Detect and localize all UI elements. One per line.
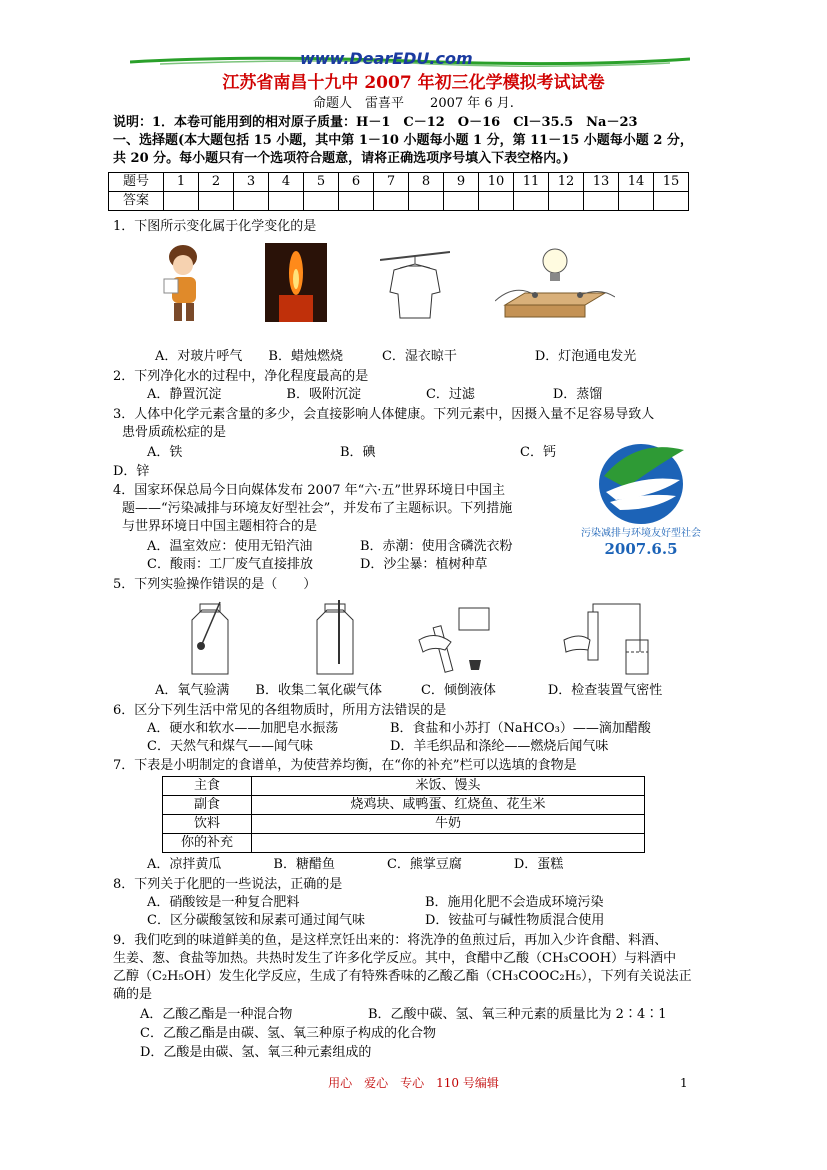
q4-option-a: A．温室效应：使用无铅汽油: [147, 539, 313, 554]
answer-cell[interactable]: [444, 192, 479, 211]
answer-cell[interactable]: [164, 192, 199, 211]
menu-key: 副食: [163, 796, 252, 815]
number-cell: 5: [304, 173, 339, 192]
q3-option-b: B．碘: [340, 445, 376, 460]
q6-option-b: B．食盐和小苏打（NaHCO₃）——滴加醋酸: [390, 721, 651, 736]
pouring-liquid-icon: [415, 600, 495, 678]
answer-cell[interactable]: [514, 192, 549, 211]
logo-date: 2007.6.5: [604, 540, 678, 558]
menu-value-blank[interactable]: [252, 834, 645, 853]
page-number: 1: [680, 1076, 688, 1090]
answer-cell[interactable]: [409, 192, 444, 211]
number-cell: 11: [514, 173, 549, 192]
number-cell: 13: [584, 173, 619, 192]
row-label-answer: 答案: [109, 192, 164, 211]
menu-value: 烧鸡块、咸鸭蛋、红烧鱼、花生米: [252, 796, 645, 815]
instructions: [113, 114, 638, 132]
q2-options: A．静置沉淀 B．吸附沉淀 C．过滤 D．蒸馏: [147, 387, 603, 402]
answer-cell[interactable]: [199, 192, 234, 211]
answer-cell[interactable]: [374, 192, 409, 211]
q4-option-d: D．沙尘暴：植树种草: [360, 557, 488, 572]
q7-stem: 7．下表是小明制定的食谱单，为使营养均衡，在“你的补充”栏可以选填的食物是: [113, 758, 577, 773]
q4-option-c: C．酸雨：工厂废气直接排放: [147, 557, 313, 572]
q3-option-c: C．钙: [520, 445, 556, 460]
girl-breathing-icon: [158, 243, 208, 323]
number-cell: 7: [374, 173, 409, 192]
page-title: 江苏省南昌十九中 2007 年初三化学模拟考试试卷: [222, 73, 605, 93]
answer-cell[interactable]: [479, 192, 514, 211]
section-heading-2: 共 20 分。每小题只有一个选项符合题意，请将正确选项序号填入下表空格内。): [113, 151, 569, 166]
q1-stem: 1．下图所示变化属于化学变化的是: [113, 219, 317, 234]
number-cell: 2: [199, 173, 234, 192]
oxygen-test-bottle-icon: [180, 600, 240, 678]
menu-value: 牛奶: [252, 815, 645, 834]
answer-cell[interactable]: [584, 192, 619, 211]
q9-stem-2: 生姜、葱、食盐等加热。共热时发生了许多化学反应。其中，食醋中乙酸（CH₃COOH）与料酒中: [113, 951, 677, 966]
menu-key: 主食: [163, 777, 252, 796]
q2-stem: 2．下列净化水的过程中，净化程度最高的是: [113, 369, 369, 384]
q9-stem-3: 乙醇（C₂H₅OH）发生化学反应，生成了有特殊香味的乙酸乙酯（CH₃COOC₂H₅），下列有关说法正: [113, 969, 692, 984]
menu-table: [162, 776, 645, 853]
wet-clothes-icon: [380, 248, 450, 320]
table-row: [163, 815, 645, 834]
q9-stem-4: 确的是: [113, 987, 153, 1002]
number-cell: 9: [444, 173, 479, 192]
number-cell: 15: [654, 173, 689, 192]
light-bulb-circuit-icon: [495, 243, 615, 325]
number-cell: 14: [619, 173, 654, 192]
q1-options: A．对玻片呼气 B．蜡烛燃烧 C．湿衣晾干 D．灯泡通电发光: [155, 349, 637, 364]
answer-cell[interactable]: [619, 192, 654, 211]
number-cell: 4: [269, 173, 304, 192]
number-cell: 3: [234, 173, 269, 192]
q6-option-c: C．天然气和煤气——闻气味: [147, 739, 313, 754]
answer-cell[interactable]: [654, 192, 689, 211]
q3-stem-1: 3．人体中化学元素含量的多少，会直接影响人体健康。下列元素中，因摄入量不足容易导致人: [113, 407, 655, 422]
q8-option-a: A．硝酸铵是一种复合肥料: [147, 895, 300, 910]
row-label-number: 题号: [109, 173, 164, 192]
leaf-logo-icon: [576, 436, 706, 528]
answer-cell[interactable]: [549, 192, 584, 211]
q9-option-c: C．乙酸乙酯是由碳、氢、氧三种原子构成的化合物: [140, 1026, 436, 1041]
number-cell: 8: [409, 173, 444, 192]
logo-caption: 污染减排与环境友好型社会: [581, 528, 701, 539]
author-line: 命题人 雷喜平 2007 年 6 月.: [313, 96, 514, 111]
number-cell: 12: [549, 173, 584, 192]
q6-stem: 6．区分下列生活中常见的各组物质时，所用方法错误的是: [113, 703, 447, 718]
answer-table: [108, 172, 689, 211]
collect-co2-bottle-icon: [305, 600, 365, 678]
menu-key: 你的补充: [163, 834, 252, 853]
answer-cell[interactable]: [304, 192, 339, 211]
q3-stem-2: 患骨质疏松症的是: [122, 425, 227, 440]
answer-cell[interactable]: [269, 192, 304, 211]
q8-option-d: D．铵盐可与碱性物质混合使用: [425, 913, 605, 928]
note-text: 说明：1．本卷可能用到的相对原子质量：H－1 C－12 O－16 Cl－35.5 Na－23: [113, 115, 638, 130]
q9-option-b: B．乙酸中碳、氢、氧三种元素的质量比为 2∶4∶1: [368, 1007, 667, 1022]
q6-option-a: A．硬水和软水——加肥皂水振荡: [147, 721, 339, 736]
q9-option-a: A．乙酸乙酯是一种混合物: [140, 1007, 293, 1022]
airtightness-check-icon: [560, 600, 650, 678]
footer-text: 用心 爱心 专心 110 号编辑: [328, 1076, 499, 1090]
q8-stem: 8．下列关于化肥的一些说法，正确的是: [113, 877, 343, 892]
table-row: [163, 796, 645, 815]
q5-stem: 5．下列实验操作错误的是（ ）: [113, 577, 317, 592]
q4-stem-2: 题——“污染减排与环境友好型社会”，并发布了主题标识。下列措施: [122, 501, 513, 516]
table-row: [163, 834, 645, 853]
number-cell: 10: [479, 173, 514, 192]
q3-option-a: A．铁: [147, 445, 183, 460]
table-row: [163, 777, 645, 796]
q4-option-b: B．赤潮：使用含磷洗衣粉: [360, 539, 513, 554]
q8-option-c: C．区分碳酸氢铵和尿素可通过闻气味: [147, 913, 365, 928]
q9-option-d: D．乙酸是由碳、氢、氧三种元素组成的: [140, 1045, 372, 1060]
menu-key: 饮料: [163, 815, 252, 834]
section-heading-1: 一、选择题(本大题包括 15 小题，其中第 1－10 小题每小题 1 分，第 11－15 小题每小题 2 分，: [113, 133, 693, 148]
q5-options: A．氧气验满 B．收集二氧化碳气体 C．倾倒液体 D．检查装置气密性: [155, 683, 663, 698]
site-url[interactable]: www.DearEDU.com: [300, 49, 473, 68]
answer-cell[interactable]: [234, 192, 269, 211]
number-cell: 1: [164, 173, 199, 192]
menu-value: 米饭、馒头: [252, 777, 645, 796]
q3-option-d: D．锌: [113, 464, 150, 479]
q6-option-d: D．羊毛织品和涤纶——燃烧后闻气味: [390, 739, 609, 754]
q9-stem-1: 9．我们吃到的味道鲜美的鱼，是这样烹饪出来的：将洗净的鱼煎过后，再加入少许食醋、料酒、: [113, 933, 668, 948]
environment-day-logo: [576, 436, 706, 560]
q7-options: A．凉拌黄瓜 B．糖醋鱼 C．熊掌豆腐 D．蛋糕: [147, 857, 564, 872]
answer-cell[interactable]: [339, 192, 374, 211]
candle-burning-icon: [265, 243, 327, 322]
q4-stem-1: 4．国家环保总局今日向媒体发布 2007 年“六·五”世界环境日中国主: [113, 483, 506, 498]
q8-option-b: B．施用化肥不会造成环境污染: [425, 895, 604, 910]
q4-stem-3: 与世界环境日中国主题相符合的是: [122, 519, 318, 534]
number-cell: 6: [339, 173, 374, 192]
